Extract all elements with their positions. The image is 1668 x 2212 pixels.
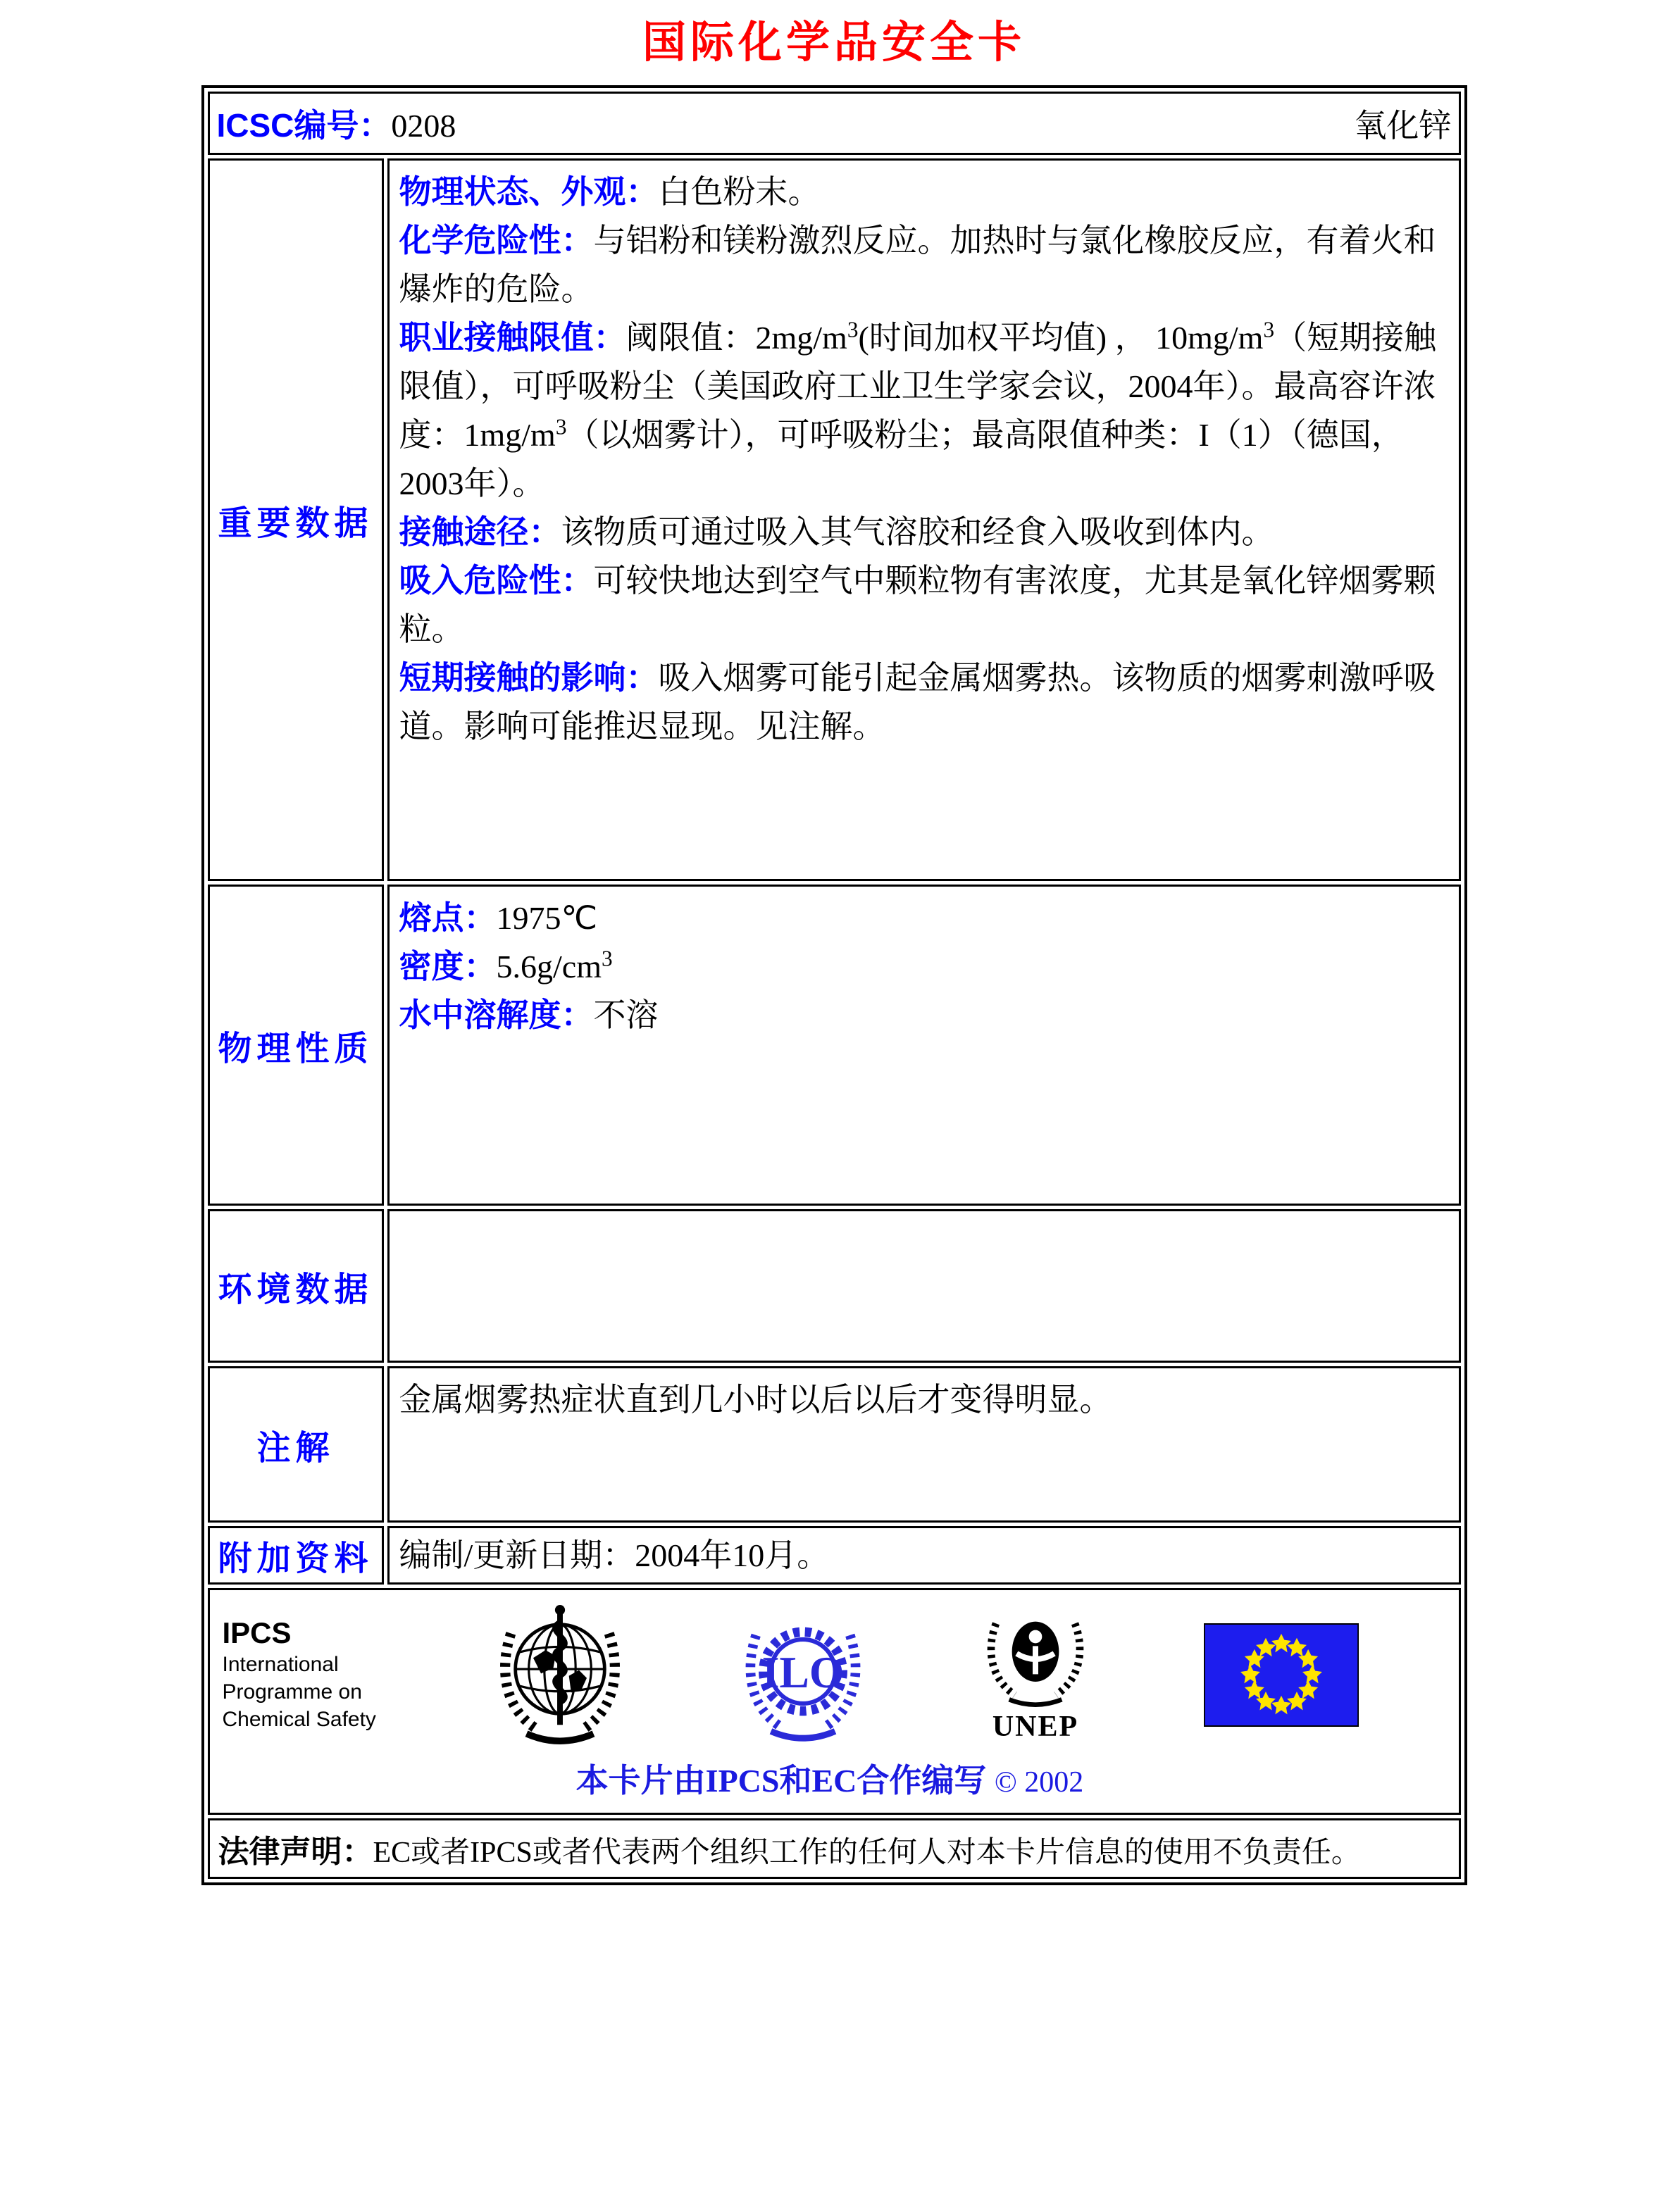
field-short-term-effects bbox=[399, 654, 1449, 751]
notes-row-label: 注解 bbox=[208, 1366, 384, 1523]
ipcs-title: IPCS bbox=[222, 1616, 292, 1650]
field-melting-point bbox=[399, 894, 1449, 942]
environmental-data-content bbox=[387, 1209, 1461, 1363]
field-water-solubility-label: 水中溶解度： bbox=[399, 996, 594, 1033]
ipcs-subtitle-line-2: Programme on bbox=[222, 1680, 362, 1704]
field-water-solubility-value: 不溶 bbox=[593, 997, 659, 1033]
physical-properties-row bbox=[208, 885, 1461, 1206]
ipcs-text-block bbox=[217, 1616, 437, 1732]
important-data-row bbox=[208, 158, 1461, 881]
field-exposure-routes-value: 该物质可通过吸入其气溶胶和经食入吸收到体内。 bbox=[561, 514, 1274, 550]
important-data-content bbox=[387, 158, 1461, 881]
field-density bbox=[399, 942, 1449, 991]
additional-info-content bbox=[387, 1526, 1461, 1585]
icsc-card-page bbox=[0, 7, 1668, 1885]
physical-properties-row-label: 物理性质 bbox=[208, 885, 384, 1206]
field-density-label: 密度： bbox=[399, 948, 497, 985]
field-physical-state-value: 白色粉末。 bbox=[658, 174, 821, 210]
physical-properties-content bbox=[387, 885, 1461, 1206]
field-density-value: $5.6g/cm^3$ bbox=[496, 946, 613, 985]
logo-strip bbox=[437, 1601, 1443, 1748]
unep-logo-block bbox=[979, 1606, 1092, 1744]
logos-cell bbox=[208, 1588, 1461, 1815]
field-exposure-routes-label: 接触途径： bbox=[399, 513, 561, 550]
field-short-term-effects-value: 吸入烟雾可能引起金属烟雾热。该物质的烟雾刺激呼吸道。影响可能推迟显现。见注解。 bbox=[399, 660, 1436, 744]
card-header-cell bbox=[208, 92, 1461, 155]
environmental-data-row-label: 环境数据 bbox=[208, 1209, 384, 1363]
legal-cell bbox=[208, 1818, 1461, 1879]
field-melting-point-label: 熔点： bbox=[399, 899, 497, 936]
field-melting-point-value: 1975℃ bbox=[496, 900, 598, 936]
field-physical-state-label: 物理状态、外观： bbox=[399, 173, 659, 210]
icsc-number bbox=[217, 100, 456, 146]
legal-label: 法律声明： bbox=[218, 1835, 373, 1869]
field-chemical-danger-label: 化学危险性： bbox=[399, 222, 594, 258]
logos-row bbox=[208, 1588, 1461, 1815]
environmental-data-row bbox=[208, 1209, 1461, 1363]
field-inhalation-risk-label: 吸入危险性： bbox=[399, 562, 594, 599]
legal-row bbox=[208, 1818, 1461, 1879]
unep-logo-text: UNEP bbox=[992, 1710, 1079, 1743]
caption-text: 本卡片由IPCS和EC合作编写 bbox=[575, 1763, 987, 1799]
important-data-row-label: 重要数据 bbox=[208, 158, 384, 881]
field-occupational-limits-label: 职业接触限值： bbox=[399, 319, 626, 356]
field-water-solubility bbox=[399, 991, 1449, 1039]
icsc-number-label: ICSC编号： bbox=[216, 107, 392, 144]
notes-content bbox=[387, 1366, 1461, 1523]
chemical-name: 氧化锌 bbox=[1354, 108, 1452, 144]
unep-logo-icon bbox=[979, 1606, 1092, 1712]
field-physical-state bbox=[399, 168, 1449, 216]
icsc-card-table bbox=[201, 85, 1467, 1885]
page-title: 国际化学品安全卡 bbox=[642, 18, 1026, 67]
ipcs-subtitle-line-1: International bbox=[222, 1652, 339, 1676]
who-logo-icon bbox=[493, 1601, 627, 1748]
field-occupational-limits bbox=[399, 313, 1449, 508]
field-chemical-danger-value: 与铝粉和镁粉激烈反应。加热时与氯化橡胶反应，有着火和爆炸的危险。 bbox=[399, 223, 1436, 307]
notes-text: 金属烟雾热症状直到几小时以后以后才变得明显。 bbox=[399, 1382, 1112, 1418]
card-header-row bbox=[208, 92, 1461, 155]
additional-info-row-label: 附加资料 bbox=[208, 1526, 384, 1585]
field-inhalation-risk-value: 可较快地达到空气中颗粒物有害浓度，尤其是氧化锌烟雾颗粒。 bbox=[399, 563, 1436, 647]
icsc-number-value: 0208 bbox=[391, 108, 456, 144]
additional-info-row bbox=[208, 1526, 1461, 1585]
notes-row bbox=[208, 1366, 1461, 1523]
legal-text: EC或者IPCS或者代表两个组织工作的任何人对本卡片信息的使用不负责任。 bbox=[373, 1837, 1361, 1869]
field-occupational-limits-value: 阈限值：$2mg/m^3$(时间加权平均值) ， $10mg/m^3$（短期接触限值），可呼吸粉尘（美国政府工业卫生学家会议，2004年）。最高容许浓度：$1mg/m^3$（以烟雾计），可呼吸粉尘；最高限值种类：I（1）（德国，2003年）。 bbox=[399, 317, 1437, 501]
ipcs-subtitle-line-3: Chemical Safety bbox=[222, 1707, 376, 1731]
additional-info-text: 编制/更新日期：2004年10月。 bbox=[399, 1537, 830, 1573]
field-exposure-routes bbox=[399, 508, 1449, 556]
ilo-logo-text: ILO bbox=[761, 1647, 845, 1698]
field-chemical-danger bbox=[399, 216, 1449, 313]
field-short-term-effects-label: 短期接触的影响： bbox=[399, 659, 659, 696]
eu-flag-icon bbox=[1204, 1623, 1359, 1727]
ilo-logo-icon bbox=[739, 1601, 867, 1748]
logos-caption bbox=[217, 1755, 1443, 1801]
caption-year: © 2002 bbox=[994, 1766, 1084, 1799]
field-inhalation-risk bbox=[399, 556, 1449, 654]
